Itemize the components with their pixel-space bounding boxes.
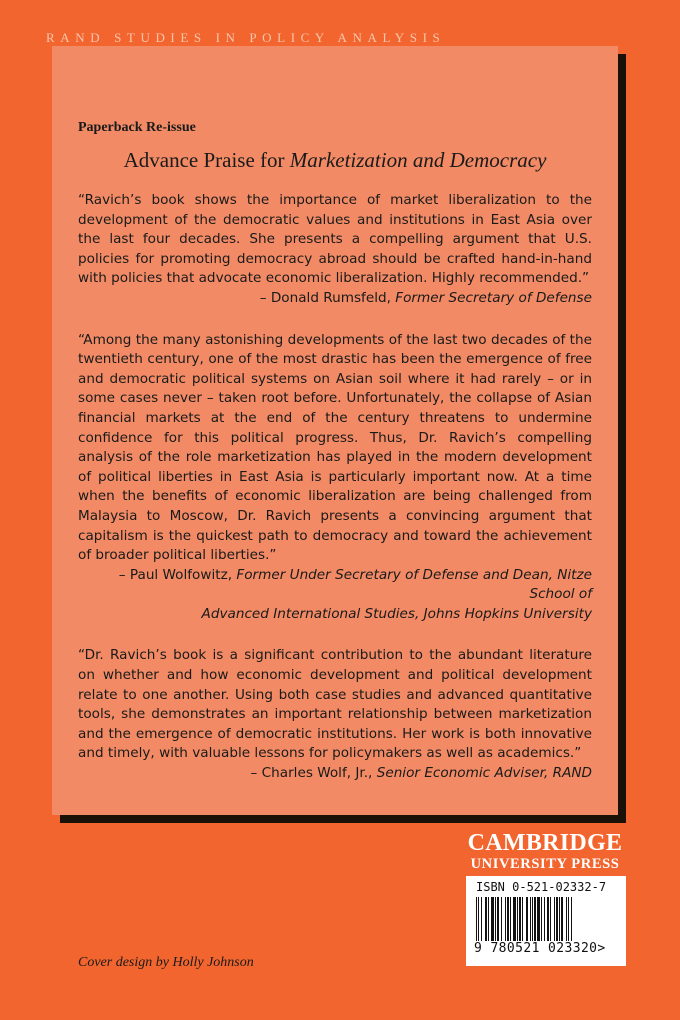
barcode-bar xyxy=(519,897,521,941)
publisher-subtitle: UNIVERSITY PRESS xyxy=(470,856,620,872)
quote-author-title: Former Under Secretary of Defense and Dean, Nitze School of xyxy=(236,566,592,603)
barcode-bar xyxy=(571,897,572,941)
quote-block-wolfowitz xyxy=(78,331,592,625)
publisher-name: CAMBRIDGE xyxy=(467,830,623,856)
barcode-bar xyxy=(537,897,540,941)
barcode-bar xyxy=(517,897,518,941)
barcode-bar xyxy=(491,897,494,941)
barcode-number xyxy=(474,941,620,956)
barcode-bar xyxy=(554,897,555,941)
quote-author: – Charles Wolf, Jr., xyxy=(250,765,377,782)
quote-author: – Donald Rumsfeld, xyxy=(259,289,396,306)
barcode-bar xyxy=(544,897,545,941)
isbn-label: ISBN 0-521-02332-7 xyxy=(476,880,607,894)
barcode-bar xyxy=(501,897,502,941)
barcode-bar xyxy=(485,897,487,941)
barcode-bar xyxy=(541,897,542,941)
barcode-bar xyxy=(505,897,506,941)
barcode-bar xyxy=(534,897,536,941)
barcode-bar xyxy=(488,897,489,941)
quote-text: “Dr. Ravich’s book is a significant contribution to the abundant literature on whether and how economic development and political development relate to one another. Using both case studies and advanced quantitative tools, she demonstrates an important relationship between marketization and the emergence of democratic institutions. Her work is both innovative and timely, with valuable lessons for policymakers as well as academics.” xyxy=(78,647,592,762)
barcode-bar xyxy=(478,897,479,941)
quote-author: – Paul Wolfowitz, xyxy=(118,566,237,583)
barcode-bar xyxy=(532,897,533,941)
quote-attribution xyxy=(78,289,592,309)
barcode-bar xyxy=(476,897,477,941)
quote-text: “Among the many astonishing developments of the last two decades of the twentieth century, one of the most drastic has been the emergence of free and democratic political systems on Asian soil where it had rarely – or in some cases never – taken root before. Unfortunately, the collapse of Asian financial markets at the end of the century threatens to undermine confidence for this political progress. Thus, Dr. Ravich’s compelling analysis of the role marketization has played in the modern development of political liberties in East Asia is particularly important now. At a time when the benefits of economic liberalization are being challenged from Malaysia to Moscow, Dr. Ravich presents a convincing argument that capitalism is the quickest path to democracy and toward the achievement of broader political liberties.” xyxy=(78,331,592,564)
praise-prefix: Advance Praise for xyxy=(123,148,290,172)
barcode-bar xyxy=(550,897,551,941)
barcode-bar xyxy=(561,897,563,941)
barcode-bar xyxy=(513,897,516,941)
barcode-bar xyxy=(568,897,569,941)
quote-attribution xyxy=(78,566,592,625)
cover-design-credit: Cover design by Holly Johnson xyxy=(78,955,254,970)
quote-author-title: Former Secretary of Defense xyxy=(395,289,592,306)
barcode-bar xyxy=(566,897,567,941)
series-title: RAND STUDIES IN POLICY ANALYSIS xyxy=(46,30,446,45)
reissue-label: Paperback Re-issue xyxy=(78,120,196,135)
barcode-bar xyxy=(556,897,558,941)
barcode-bar xyxy=(507,897,509,941)
quote-block-wolf xyxy=(78,646,592,783)
quote-author-title: Senior Economic Adviser, RAND xyxy=(376,765,592,782)
barcode-bar xyxy=(522,897,523,941)
quote-block-rumsfeld xyxy=(78,191,592,309)
quote-author-title-cont: Advanced International Studies, Johns Hopkins University xyxy=(201,605,592,622)
barcode-bar xyxy=(495,897,496,941)
barcode-bar xyxy=(530,897,531,941)
barcode-bar xyxy=(481,897,482,941)
barcode-arrow: > xyxy=(597,941,606,956)
barcode-bar xyxy=(510,897,511,941)
quote-text: “Ravich’s book shows the importance of market liberalization to the development of the democratic values and institutions in East Asia over the last four decades. She presents a compelling argument that U.S. policies for promoting democracy abroad should be crafted hand-in-hand with policies that advocate economic liberalization. Highly recommended.” xyxy=(78,192,592,287)
barcode-digits: 9 780521 023320 xyxy=(474,941,598,956)
praise-panel xyxy=(52,46,618,815)
barcode-bar xyxy=(559,897,560,941)
praise-heading xyxy=(78,148,592,173)
publisher-logo xyxy=(462,831,628,873)
barcode-bar xyxy=(497,897,499,941)
barcode-bar xyxy=(547,897,549,941)
quote-attribution xyxy=(78,764,592,784)
book-title: Marketization and Democracy xyxy=(289,148,547,172)
barcode xyxy=(466,876,626,966)
barcode-bar xyxy=(526,897,528,941)
barcode-bars xyxy=(474,897,614,941)
